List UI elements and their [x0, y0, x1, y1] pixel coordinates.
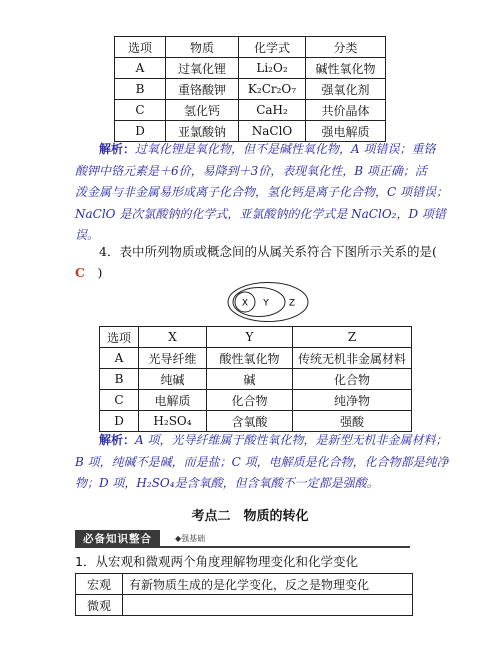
- table-cell: A: [115, 58, 166, 79]
- answer-letter: C: [75, 265, 85, 280]
- table-row: [115, 100, 386, 121]
- table-cell: 传统无机非金属材料: [293, 348, 412, 369]
- table-cell: 光导纤维: [139, 348, 207, 369]
- table-cell: 微观: [76, 595, 123, 616]
- explanation-line: 误。: [75, 228, 100, 242]
- explanation-label: 解析：: [99, 433, 136, 447]
- table-header-cell: Z: [293, 327, 412, 348]
- explanation-line: 过氧化锂是氧化物，但不是碱性氧化物，A 项错误；重铬: [135, 142, 436, 156]
- explanation-line: A 项，光导纤维属于酸性氧化物，是新型无机非金属材料；: [135, 433, 448, 447]
- table-row: [76, 574, 413, 595]
- table-cell: 共价晶体: [306, 100, 386, 121]
- table-row: [100, 369, 412, 390]
- table-row: [115, 58, 386, 79]
- table-cell: Li₂O₂: [239, 58, 306, 79]
- table-row: [100, 411, 412, 432]
- table-cell: 重铬酸钾: [166, 79, 239, 100]
- set-y-label: Y: [263, 298, 269, 309]
- table-cell: 强酸: [293, 411, 412, 432]
- table-cell: 纯碱: [139, 369, 207, 390]
- explanation-2: [75, 430, 449, 495]
- table-cell: 亚氯酸钠: [166, 121, 239, 142]
- table-cell: 过氧化锂: [166, 58, 239, 79]
- question-text: 4．表中所列物质或概念间的从属关系符合下图所示关系的是(: [99, 244, 437, 259]
- table-cell: D: [100, 411, 139, 432]
- knowledge-banner: [75, 530, 410, 548]
- table-cell: A: [100, 348, 139, 369]
- set-z-label: Z: [288, 298, 296, 309]
- explanation-1: [75, 139, 448, 247]
- table-cell: B: [115, 79, 166, 100]
- table-cell: 电解质: [139, 390, 207, 411]
- table-cell: D: [115, 121, 166, 142]
- banner-label: 必备知识整合: [75, 530, 160, 547]
- subsection-title: 1．从宏观和微观两个角度理解物理变化和化学变化: [75, 554, 358, 569]
- table-cell: CaH₂: [239, 100, 306, 121]
- question-4: [75, 241, 445, 283]
- table-cell: 纯净物: [293, 390, 412, 411]
- table-cell: H₂SO₄: [139, 411, 207, 432]
- table-cell: 氢化钙: [166, 100, 239, 121]
- change-comparison-table: [75, 573, 413, 616]
- table-cell: 有新物质生成的是化学变化，反之是物理变化: [123, 574, 413, 595]
- table-cell: 碱性氧化物: [306, 58, 386, 79]
- explanation-line: 泼金属与非金属易形成离子化合物，氢化钙是离子化合物，C 项错误；: [75, 185, 448, 199]
- table-header-cell: 选项: [115, 37, 166, 58]
- table-cell: 化合物: [293, 369, 412, 390]
- table-cell: 强氧化剂: [306, 79, 386, 100]
- table-cell: K₂Cr₂O₇: [239, 79, 306, 100]
- table-header-cell: 选项: [100, 327, 139, 348]
- table-cell: 含氧酸: [207, 411, 293, 432]
- table-header-row: [115, 37, 386, 58]
- table-header-cell: 物质: [166, 37, 239, 58]
- table-header-row: [100, 327, 412, 348]
- table-cell: 碱: [207, 369, 293, 390]
- table-header-cell: 分类: [306, 37, 386, 58]
- explanation-line: B 项，纯碱不是碱，而是盐；C 项，电解质是化合物，化合物都是纯净: [75, 454, 449, 469]
- table-cell: 化合物: [207, 390, 293, 411]
- table-cell: C: [100, 390, 139, 411]
- table-row: [100, 348, 412, 369]
- table-cell: C: [115, 100, 166, 121]
- question-close-paren: ): [97, 265, 103, 280]
- classification-table: [114, 36, 386, 142]
- table-cell: 宏观: [76, 574, 123, 595]
- explanation-line: 物；D 项，H₂SO₄是含氧酸，但含氧酸不一定都是强酸。: [75, 476, 379, 490]
- set-x-label: X: [241, 298, 249, 309]
- table-header-cell: 化学式: [239, 37, 306, 58]
- relation-table: [99, 326, 412, 432]
- set-y-ellipse: [233, 288, 285, 317]
- explanation-line: NaClO 是次氯酸钠的化学式，亚氯酸钠的化学式是 NaClO₂，D 项错: [75, 206, 446, 221]
- nested-set-diagram: [226, 281, 310, 323]
- table-row: [76, 595, 413, 616]
- explanation-line: 酸钾中铬元素是＋6价，易降到＋3价，表现氧化性，B 项正确；活: [75, 163, 427, 178]
- table-header-cell: Y: [207, 327, 293, 348]
- explanation-label: 解析：: [99, 142, 136, 156]
- section-title: 考点二 物质的转化: [191, 509, 309, 524]
- table-row: [100, 390, 412, 411]
- banner-tag: ◆强基础: [175, 534, 206, 543]
- table-cell: NaClO: [239, 121, 306, 142]
- table-row: [115, 79, 386, 100]
- table-cell: [123, 595, 413, 616]
- table-cell: 酸性氧化物: [207, 348, 293, 369]
- table-header-cell: X: [139, 327, 207, 348]
- table-cell: 强电解质: [306, 121, 386, 142]
- table-cell: B: [100, 369, 139, 390]
